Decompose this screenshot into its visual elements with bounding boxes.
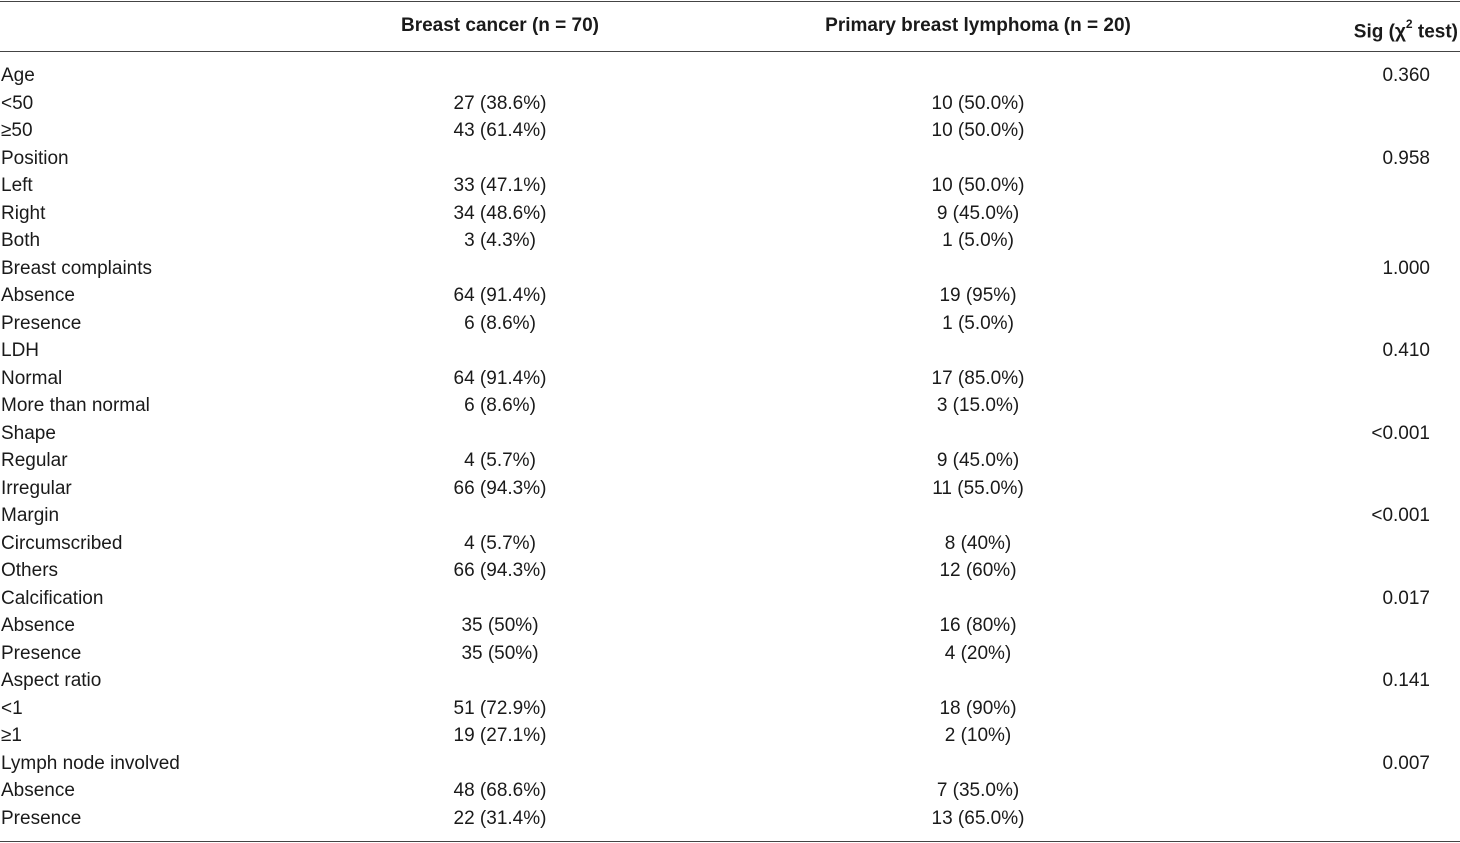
table-row [0, 475, 1460, 503]
breast-cancer-value [360, 62, 640, 90]
header-breast-cancer: Breast cancer (n = 70) [400, 15, 599, 36]
row-label: Left [1, 175, 33, 196]
table-row [0, 62, 1460, 90]
table-row [0, 117, 1460, 145]
row-label: Others [1, 560, 59, 581]
table-row [0, 90, 1460, 118]
row-label: Regular [1, 450, 68, 471]
significance-value: 0.360 [1382, 65, 1430, 86]
breast-cancer-value [360, 750, 640, 778]
breast-cancer-value: 64 (91.4%) [453, 285, 547, 306]
row-label: ≥1 [1, 725, 22, 746]
significance-value: 0.017 [1382, 587, 1430, 609]
lymphoma-value: 11 (55.0%) [932, 477, 1024, 499]
breast-cancer-value: 27 (38.6%) [453, 92, 547, 114]
row-label: Presence [1, 312, 82, 334]
lymphoma-value [770, 337, 1186, 365]
row-label: More than normal [1, 395, 150, 416]
table-row [0, 695, 1460, 723]
lymphoma-value: 9 (45.0%) [936, 202, 1020, 224]
table-row [0, 530, 1460, 558]
row-label: Both [1, 230, 41, 251]
table-row [0, 172, 1460, 200]
lymphoma-value: 10 (50.0%) [931, 120, 1025, 141]
breast-cancer-value [360, 420, 640, 448]
table-row [0, 282, 1460, 310]
header-significance [1354, 0, 1458, 51]
table-row [0, 447, 1460, 475]
table-row [0, 805, 1460, 833]
lymphoma-value: 10 (50.0%) [931, 92, 1025, 114]
table-row [0, 667, 1460, 695]
row-label: <1 [1, 697, 23, 719]
significance-value: 0.410 [1382, 340, 1430, 361]
row-label: Breast complaints [1, 257, 153, 279]
significance-value: <0.001 [1371, 505, 1430, 526]
breast-cancer-value: 33 (47.1%) [453, 175, 547, 196]
lymphoma-value: 12 (60%) [939, 560, 1017, 581]
table-row [0, 612, 1460, 640]
breast-cancer-value: 22 (31.4%) [453, 807, 547, 829]
table-row [0, 585, 1460, 613]
table-row [0, 145, 1460, 173]
lymphoma-value [770, 145, 1186, 173]
lymphoma-value [770, 255, 1186, 283]
table-row [0, 337, 1460, 365]
row-label: Margin [1, 505, 60, 526]
table-header-row [0, 0, 1460, 51]
breast-cancer-value: 35 (50%) [461, 642, 539, 664]
header-sig-superscript: 2 [1405, 17, 1413, 31]
lymphoma-value: 19 (95%) [939, 285, 1017, 306]
breast-cancer-value [360, 667, 640, 695]
row-label: Absence [1, 615, 75, 636]
row-label: Normal [1, 367, 63, 389]
row-label: ≥50 [1, 120, 33, 141]
row-label: Absence [1, 780, 75, 801]
significance-value: 0.007 [1382, 752, 1430, 774]
lymphoma-value: 1 (5.0%) [942, 230, 1014, 251]
significance-value: 1.000 [1382, 257, 1430, 279]
breast-cancer-value: 6 (8.6%) [464, 312, 536, 334]
row-label: <50 [1, 92, 34, 114]
significance-value: <0.001 [1371, 422, 1430, 444]
breast-cancer-value: 48 (68.6%) [453, 780, 547, 801]
row-label: Aspect ratio [1, 670, 102, 691]
lymphoma-value: 4 (20%) [944, 642, 1012, 664]
breast-cancer-value: 4 (5.7%) [464, 532, 536, 554]
table-row [0, 365, 1460, 393]
row-label: LDH [1, 340, 40, 361]
lymphoma-value: 2 (10%) [944, 725, 1012, 746]
breast-cancer-value: 66 (94.3%) [453, 560, 547, 581]
header-sig-prefix: Sig (χ [1353, 21, 1406, 43]
significance-value: 0.958 [1382, 147, 1430, 169]
breast-cancer-value: 19 (27.1%) [453, 725, 547, 746]
lymphoma-value [770, 667, 1186, 695]
lymphoma-value: 13 (65.0%) [931, 807, 1025, 829]
lymphoma-value [770, 750, 1186, 778]
breast-cancer-value: 6 (8.6%) [464, 395, 536, 416]
breast-cancer-value: 34 (48.6%) [453, 202, 547, 224]
lymphoma-value [770, 62, 1186, 90]
row-label: Age [1, 65, 35, 86]
breast-cancer-value: 64 (91.4%) [453, 367, 547, 389]
lymphoma-value: 3 (15.0%) [936, 395, 1020, 416]
row-label: Irregular [1, 477, 72, 499]
breast-cancer-value: 4 (5.7%) [464, 450, 536, 471]
table-row [0, 200, 1460, 228]
breast-cancer-value: 51 (72.9%) [453, 697, 547, 719]
breast-cancer-value: 35 (50%) [461, 615, 539, 636]
table-header-rule [0, 51, 1460, 52]
lymphoma-value [770, 420, 1186, 448]
table-row [0, 750, 1460, 778]
table-row [0, 255, 1460, 283]
breast-cancer-value [360, 337, 640, 365]
lymphoma-value: 16 (80%) [939, 615, 1017, 636]
lymphoma-value: 8 (40%) [944, 532, 1012, 554]
lymphoma-value: 1 (5.0%) [942, 312, 1014, 334]
breast-cancer-value [360, 255, 640, 283]
breast-cancer-value: 3 (4.3%) [464, 230, 536, 251]
breast-cancer-value [360, 145, 640, 173]
row-label: Presence [1, 807, 82, 829]
table-row [0, 420, 1460, 448]
row-label: Position [1, 147, 69, 169]
lymphoma-value: 9 (45.0%) [936, 450, 1020, 471]
header-primary-breast-lymphoma: Primary breast lymphoma (n = 20) [825, 15, 1131, 36]
table-row [0, 392, 1460, 420]
table-bottom-rule [0, 841, 1460, 842]
lymphoma-value: 18 (90%) [939, 697, 1017, 719]
row-label: Circumscribed [1, 532, 123, 554]
row-label: Calcification [1, 587, 104, 609]
lymphoma-value [770, 585, 1186, 613]
table-row [0, 640, 1460, 668]
row-label: Right [1, 202, 46, 224]
breast-cancer-value [360, 585, 640, 613]
header-sig-suffix: test) [1412, 21, 1458, 43]
table-row [0, 777, 1460, 805]
lymphoma-value: 10 (50.0%) [931, 175, 1025, 196]
table-row [0, 310, 1460, 338]
row-label: Lymph node involved [1, 752, 180, 774]
lymphoma-value: 7 (35.0%) [936, 780, 1020, 801]
table-row [0, 502, 1460, 530]
breast-cancer-value: 66 (94.3%) [453, 477, 547, 499]
table-body [0, 62, 1460, 832]
row-label: Presence [1, 642, 82, 664]
significance-value: 0.141 [1382, 670, 1430, 691]
table-row [0, 227, 1460, 255]
breast-cancer-value: 43 (61.4%) [453, 120, 547, 141]
table-row [0, 722, 1460, 750]
lymphoma-value: 17 (85.0%) [931, 367, 1025, 389]
lymphoma-value [770, 502, 1186, 530]
breast-cancer-value [360, 502, 640, 530]
table-row [0, 557, 1460, 585]
row-label: Shape [1, 422, 56, 444]
row-label: Absence [1, 285, 75, 306]
